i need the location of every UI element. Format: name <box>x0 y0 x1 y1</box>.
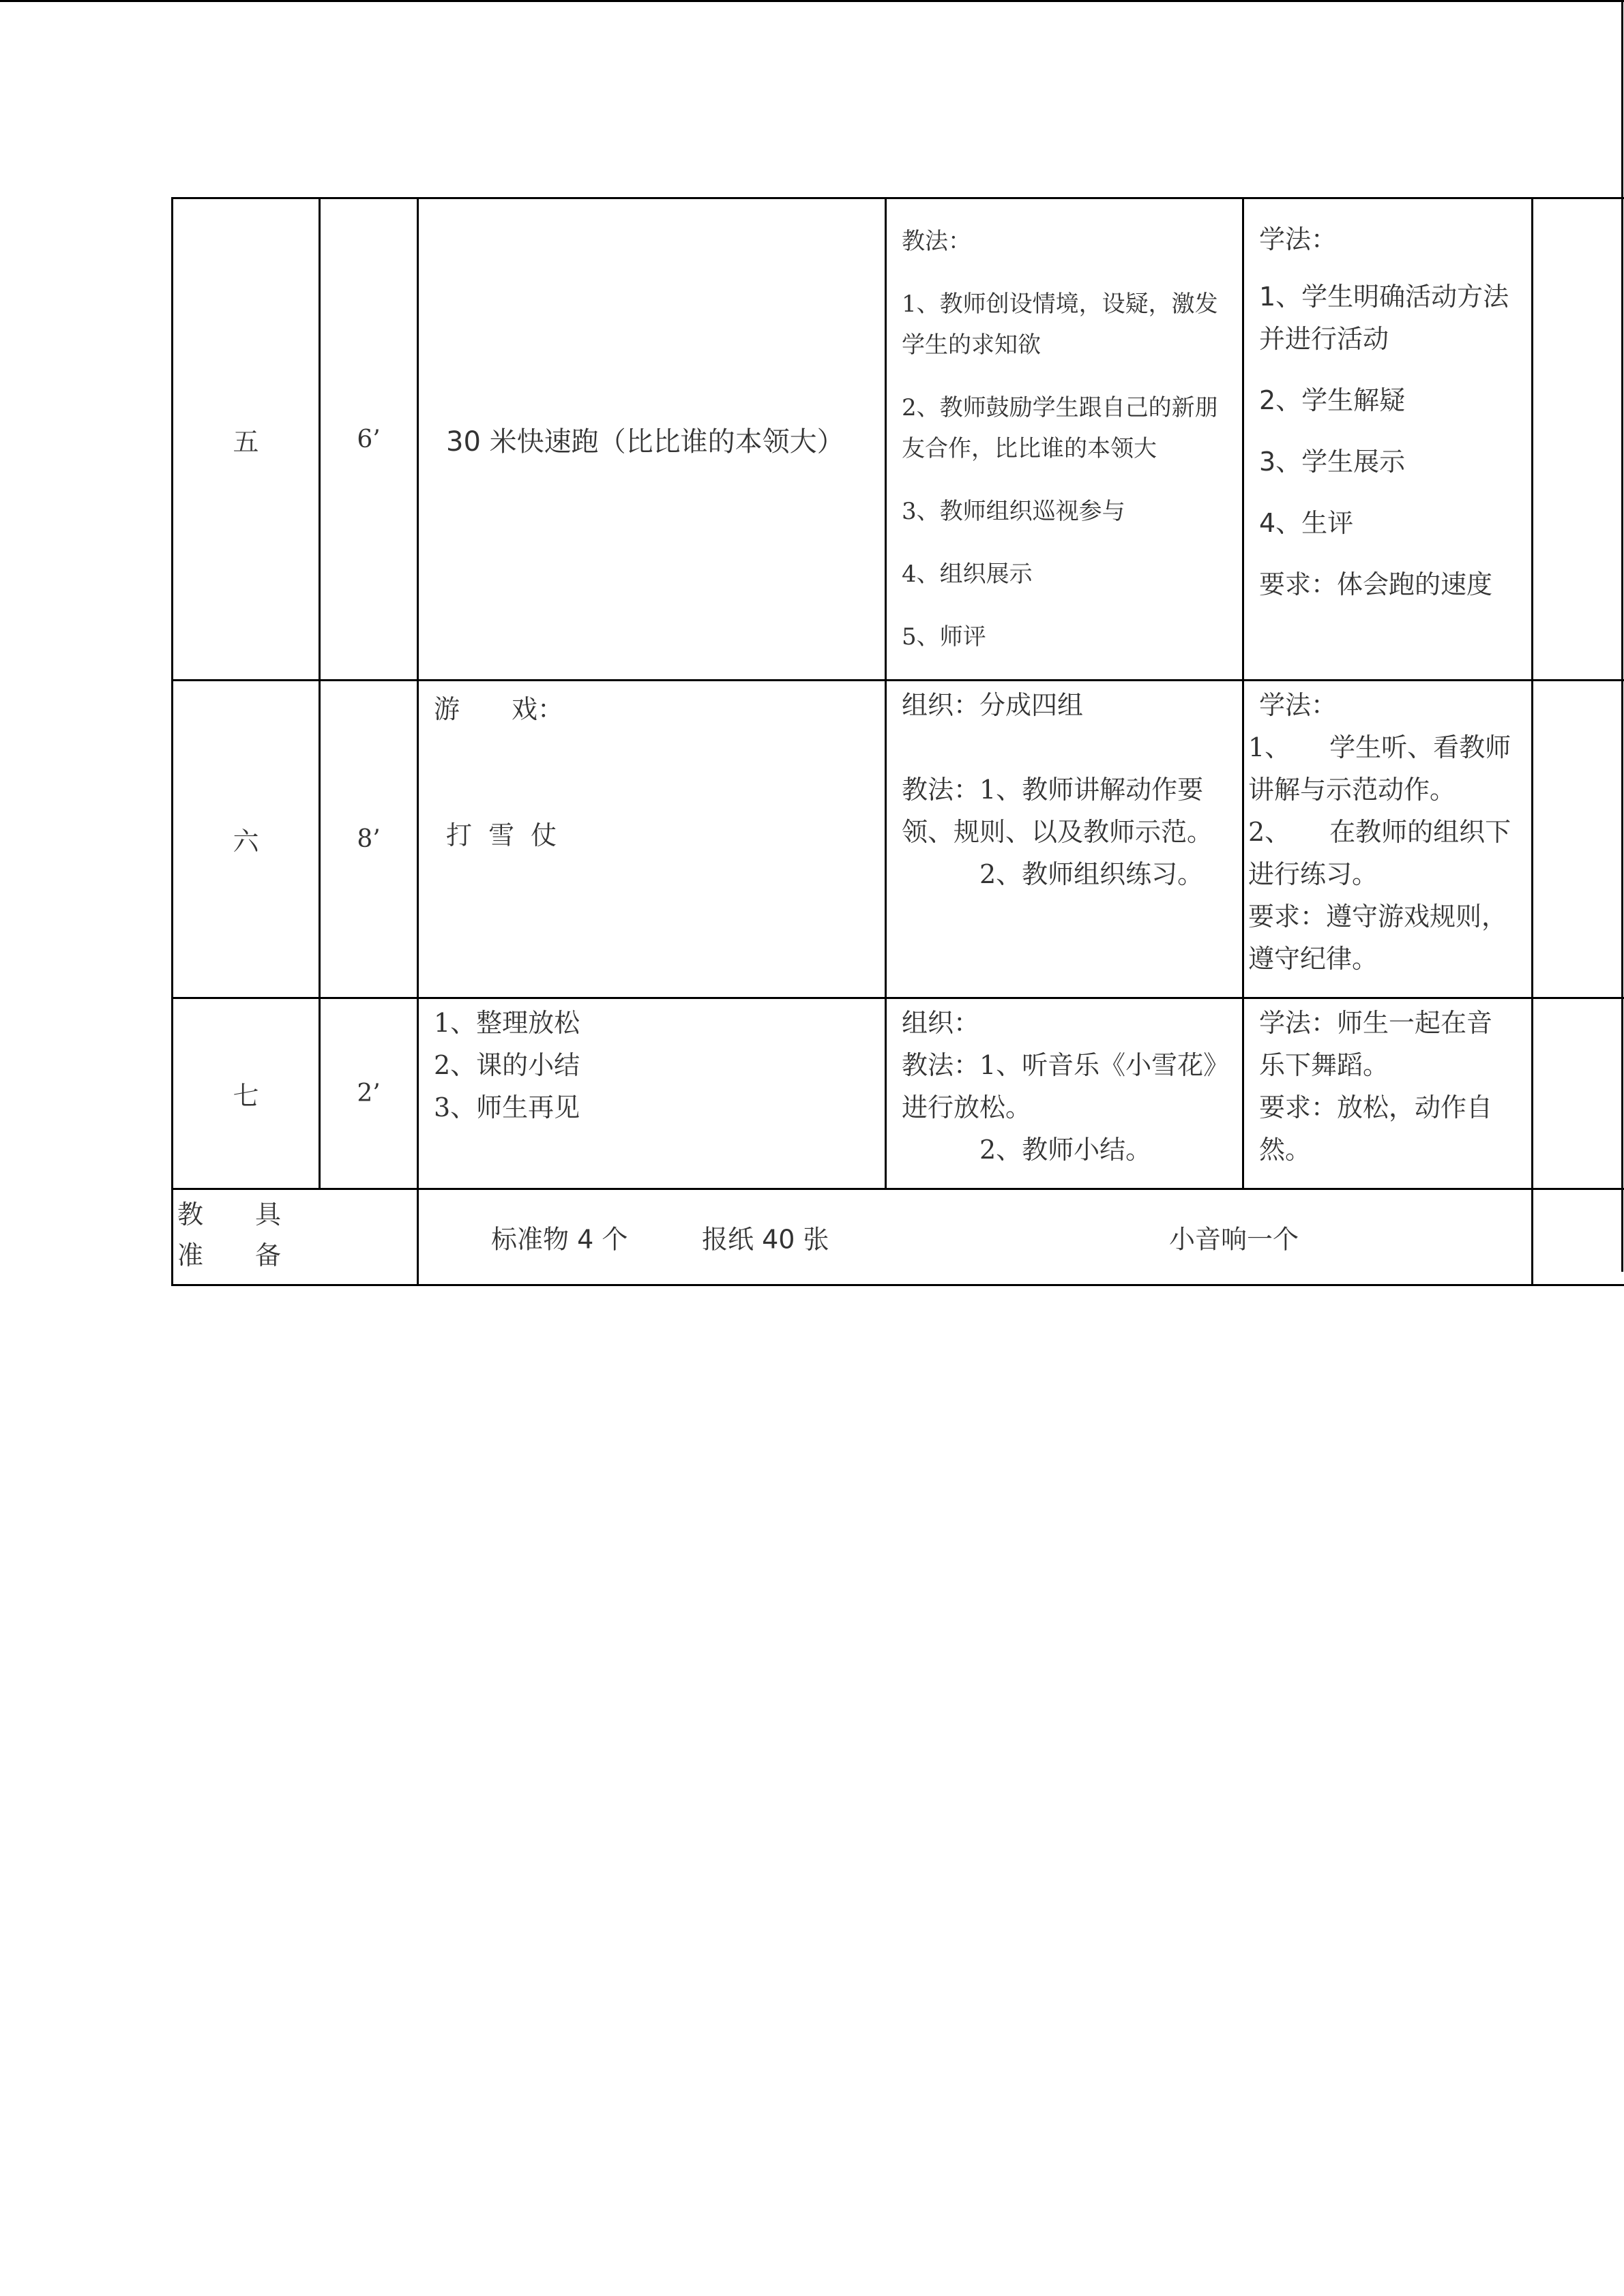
empty-cell <box>1533 681 1624 998</box>
lesson-plan-table <box>171 197 1624 1286</box>
table-row <box>173 998 1624 1189</box>
content-line: 2、课的小结 <box>434 1050 580 1080</box>
teaching-method-cell <box>886 198 1243 681</box>
study-method-item: 1、 学生听、看教师讲解与示范动作。 <box>1248 732 1511 805</box>
tools-item: 报纸 40 张 <box>702 1224 829 1255</box>
study-method-item: 3、学生展示 <box>1259 447 1406 477</box>
game-heading: 游 戏： <box>434 694 564 724</box>
tools-label: 教 具 准 备 <box>173 1189 418 1285</box>
blank-line <box>902 726 1228 769</box>
tools-row <box>173 1189 1624 1285</box>
study-method-requirement: 要求：遵守游戏规则，遵守纪律。 <box>1248 901 1508 974</box>
organization-line: 组织：分成四组 <box>902 690 1084 720</box>
study-method-heading: 学法： <box>1259 690 1338 720</box>
table-row <box>173 681 1624 998</box>
teaching-method-cell <box>886 681 1243 998</box>
page-top-rule <box>0 0 1624 2</box>
empty-cell <box>1533 998 1624 1189</box>
empty-cell <box>1533 198 1624 681</box>
section-number: 五 <box>173 198 320 681</box>
study-method-line: 学法：师生一起在音乐下舞蹈。 <box>1259 1008 1493 1080</box>
teaching-method-line: 教法：1、教师讲解动作要领、规则、以及教师示范。 <box>902 775 1213 847</box>
teaching-method-item: 4、组织展示 <box>902 561 1033 588</box>
teaching-method-item: 5、师评 <box>902 623 986 651</box>
study-method-requirement: 要求：体会跑的速度 <box>1259 569 1493 599</box>
content-line: 3、师生再见 <box>434 1092 580 1122</box>
duration: 2’ <box>320 998 418 1189</box>
teaching-method-item: 3、教师组织巡视参与 <box>902 498 1125 525</box>
tools-item: 小音响一个 <box>1169 1224 1299 1255</box>
empty-cell <box>1533 1189 1624 1285</box>
study-method-item: 1、学生明确活动方法并进行活动 <box>1259 282 1509 354</box>
study-method-cell <box>1243 681 1533 998</box>
study-method-item: 2、 在教师的组织下进行练习。 <box>1248 817 1511 889</box>
table-row <box>173 198 1624 681</box>
content-line: 1、整理放松 <box>434 1008 580 1038</box>
content-cell: 30 米快速跑（比比谁的本领大） <box>418 198 886 681</box>
teaching-method-line: 2、教师组织练习。 <box>902 859 1204 889</box>
content-cell <box>418 681 886 998</box>
tools-item: 标准物 4 个 <box>491 1224 628 1255</box>
duration: 8’ <box>320 681 418 998</box>
study-method-cell <box>1243 198 1533 681</box>
section-number: 六 <box>173 681 320 998</box>
content-cell <box>418 998 886 1189</box>
teaching-method-line: 2、教师小结。 <box>902 1135 1152 1165</box>
organization-line: 组织： <box>902 1008 980 1038</box>
game-name: 打 雪 仗 <box>446 820 561 850</box>
teaching-method-cell <box>886 998 1243 1189</box>
study-method-item: 4、生评 <box>1259 508 1354 538</box>
study-method-cell <box>1243 998 1533 1189</box>
tools-list <box>418 1189 1533 1285</box>
teaching-method-item: 1、教师创设情境，设疑，激发学生的求知欲 <box>902 290 1218 359</box>
section-number: 七 <box>173 998 320 1189</box>
teaching-method-line: 教法：1、听音乐《小雪花》进行放松。 <box>902 1050 1217 1122</box>
duration: 6’ <box>320 198 418 681</box>
study-method-requirement: 要求：放松，动作自然。 <box>1259 1092 1493 1165</box>
study-method-item: 2、学生解疑 <box>1259 385 1406 415</box>
teaching-method-heading: 教法： <box>902 228 971 255</box>
study-method-heading: 学法： <box>1259 224 1338 254</box>
teaching-method-item: 2、教师鼓励学生跟自己的新朋友合作，比比谁的本领大 <box>902 394 1218 462</box>
